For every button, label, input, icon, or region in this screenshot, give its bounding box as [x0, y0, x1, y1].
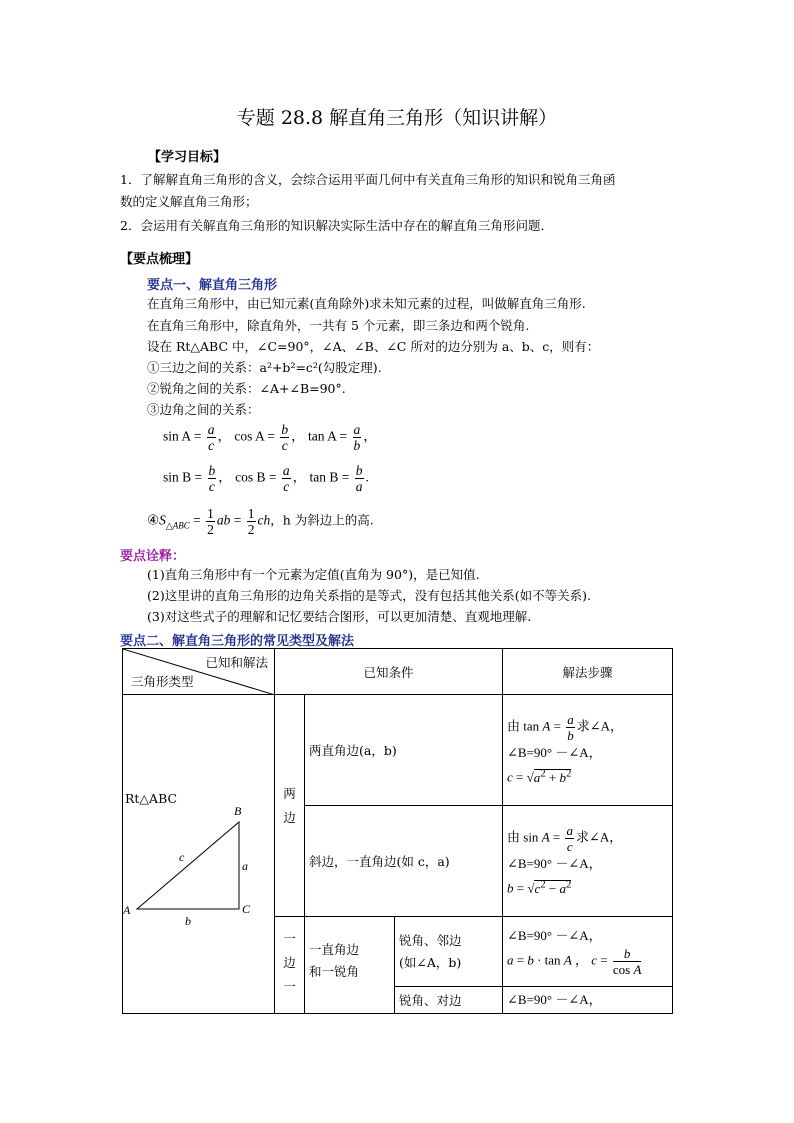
sinA-label: sin A =	[163, 428, 202, 444]
relation-sides: ①三边之间的关系：a²+b²=c²(勾股定理).	[147, 360, 382, 375]
row2-pre: 由	[507, 829, 521, 845]
definition-text: 在直角三角形中，由已知元素(直角除外)求未知元素的过程，叫做解直角三角形.	[147, 296, 586, 311]
row2-steps: 由 sin A = $\frac{a}{c}$ 求∠A， ∠B=90° －∠A， $b = √c^2 - a^2$	[503, 806, 673, 917]
sinB-label: sin B =	[163, 469, 203, 485]
area-marker: ④	[147, 512, 160, 528]
diag-bottom-label: 三角形类型	[131, 674, 194, 689]
vertex-B: B	[234, 804, 242, 818]
row4-subcondition: 锐角、对边	[395, 987, 503, 1014]
triangle-cell	[123, 695, 275, 1014]
solving-types-table	[122, 648, 673, 1014]
row3-sub-line2: (如∠A，b)	[399, 954, 462, 970]
cosA-label: cos A =	[234, 428, 276, 444]
row3-steps: ∠B=90° －∠A， a = b · tan A ， c = $\frac{b}{\text{cos A}}$	[503, 917, 673, 987]
row3-condition	[305, 917, 395, 1014]
row1-steps: 由 tan A = $\frac{a}{b}$ 求∠A， ∠B=90° －∠A， $c = √a^2 + b^2$	[503, 695, 673, 806]
note-3: (3)对这些式子的理解和记忆要结合图形，可以更加清楚、直观地理解.	[147, 609, 532, 624]
setup-text: 设在 Rt△ABC 中，∠C=90°，∠A、∠B、∠C 所对的边分别为 a、b、c，则有：	[147, 339, 600, 354]
row1-post: 求∠A，	[576, 718, 623, 734]
row1-angle-step: ∠B=90° －∠A，	[507, 745, 602, 761]
row2-condition: 斜边，一直角边(如 c，a)	[305, 806, 503, 917]
triangle-label: Rt△ABC	[125, 791, 178, 806]
formula-row-a: sin A = $\frac{a}{c}$ ， cos A = $\frac{b}{c}$ ， tan A = $\frac{a}{b}$ ，	[163, 422, 377, 453]
side-b: b	[185, 914, 191, 928]
objective-1-line1: 1．了解解直角三角形的含义，会综合运用平面几何中有关直角三角形的知识和锐角三角函	[120, 172, 616, 187]
row1-pre: 由	[507, 718, 521, 734]
row3-subcondition	[395, 917, 503, 987]
diag-top-label: 已知和解法	[205, 655, 268, 670]
note-2: (2)这里讲的直角三角形的边角关系指的是等式，没有包括其他关系(如不等关系).	[147, 588, 591, 603]
row3-cond-line1: 一直角边	[309, 942, 360, 957]
row3-cond-line2: 和一锐角	[309, 964, 360, 979]
objectives-heading: 【学习目标】	[148, 150, 227, 165]
point1-title: 要点一、解直角三角形	[147, 278, 278, 293]
note-1: (1)直角三角形中有一个元素为定值(直角为 90°)，是已知值.	[147, 567, 480, 582]
vertex-C: C	[242, 902, 251, 916]
notes-title: 要点诠释：	[120, 549, 186, 564]
diagonal-header-cell	[123, 649, 275, 695]
side-a: a	[242, 859, 248, 873]
steps-header: 解法步骤	[503, 649, 673, 695]
cosB-label: cos B =	[235, 469, 277, 485]
relation-side-angle: ③边角之间的关系：	[147, 402, 260, 417]
formula-row-b: sin B = $\frac{b}{c}$ ， cos B = $\frac{a}{c}$ ， tan B = $\frac{b}{a}$ .	[163, 463, 369, 494]
area-formula: $④S_{\triangle ABC}$ = $\frac{1}{2}$ ab = $\frac{1}{2}$ ch，h 为斜边上的高.	[147, 506, 374, 537]
row3-sub-line1: 锐角、邻边	[399, 932, 462, 948]
known-header: 已知条件	[275, 649, 503, 695]
page-title: 专题 28.8 解直角三角形（知识讲解）	[236, 107, 558, 129]
row4-steps: ∠B=90° －∠A，	[503, 987, 673, 1014]
row1-condition: 两直角边(a，b)	[305, 695, 503, 806]
row3-angle-step: ∠B=90° －∠A，	[507, 928, 602, 943]
objective-2: 2．会运用有关解直角三角形的知识解决实际生活中存在的解直角三角形问题．	[120, 218, 553, 233]
area-note: ，h 为斜边上的高.	[270, 512, 374, 528]
objective-1-line2: 数的定义解直角三角形；	[120, 194, 258, 209]
group-two-sides: 两边	[275, 695, 305, 917]
row2-angle-step: ∠B=90° －∠A，	[507, 856, 602, 872]
tanA-label: tan A =	[308, 428, 348, 444]
summary-heading: 【要点梳理】	[120, 252, 199, 267]
side-c: c	[179, 850, 185, 864]
triangle-figure	[123, 795, 275, 995]
relation-angles: ②锐角之间的关系：∠A+∠B=90°.	[147, 381, 346, 396]
elements-text: 在直角三角形中，除直角外，一共有 5 个元素，即三条边和两个锐角.	[147, 318, 530, 333]
group-one-side: 一边一	[275, 917, 305, 1014]
tanB-label: tan B =	[309, 469, 350, 485]
vertex-A: A	[123, 903, 131, 917]
point2-title: 要点二、解直角三角形的常见类型及解法	[120, 634, 355, 649]
row2-post: 求∠A，	[575, 829, 623, 845]
